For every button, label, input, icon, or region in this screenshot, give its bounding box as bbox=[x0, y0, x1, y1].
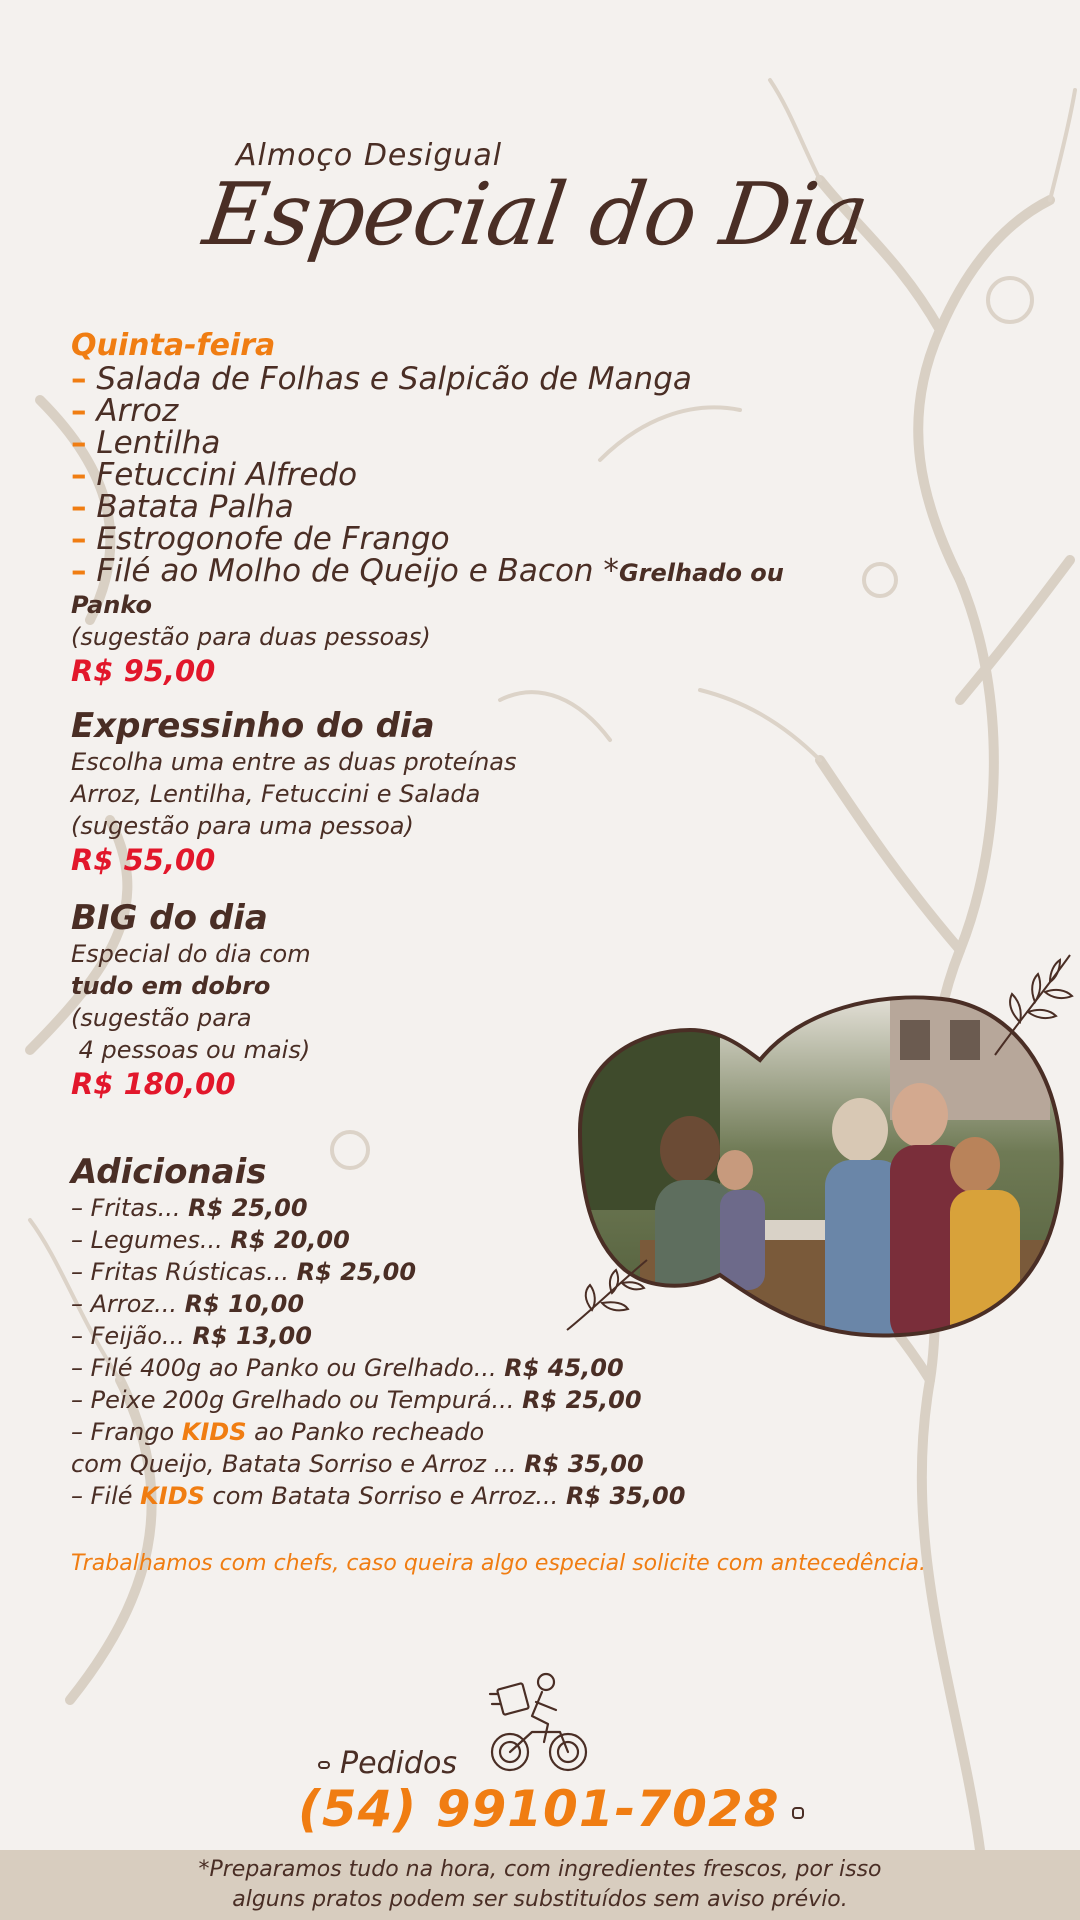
expressinho-section bbox=[71, 706, 971, 878]
description-bold: tudo em dobro bbox=[71, 972, 271, 1000]
delivery-bike-icon bbox=[488, 1672, 592, 1776]
menu-item: – Filé ao Molho de Queijo e Bacon *Grelhado ou bbox=[71, 553, 784, 589]
suggestion: 4 pessoas ou mais) bbox=[71, 1036, 311, 1064]
bullet-icon bbox=[318, 1761, 330, 1769]
description: Escolha uma entre as duas proteínas bbox=[71, 748, 517, 776]
list-item: – Filé 400g ao Panko ou Grelhado... R$ 45,00 bbox=[71, 1354, 624, 1382]
pedidos-label: Pedidos bbox=[318, 1746, 457, 1781]
list-item: – Feijão... R$ 13,00 bbox=[71, 1322, 312, 1350]
adicionais-section bbox=[71, 1152, 971, 1512]
menu-item: – Arroz bbox=[71, 393, 179, 429]
menu-item: – Estrogonofe de Frango bbox=[71, 521, 450, 557]
chef-note: Trabalhamos com chefs, caso queira algo especial solicite com antecedência. bbox=[71, 1551, 927, 1576]
phone-number[interactable]: (54) 99101-7028 bbox=[298, 1780, 804, 1838]
price: R$ 180,00 bbox=[71, 1067, 236, 1101]
list-item: – Peixe 200g Grelhado ou Tempurá... R$ 25,00 bbox=[71, 1386, 642, 1414]
bullet-icon bbox=[792, 1807, 804, 1819]
section-title: Expressinho do dia bbox=[71, 706, 435, 746]
header-kicker: Almoço Desigual bbox=[236, 138, 503, 173]
footer-disclaimer: *Preparamos tudo na hora, com ingredientes frescos, por isso alguns pratos podem ser substituídos sem aviso prévio. bbox=[0, 1850, 1080, 1920]
list-item: – Filé KIDS com Batata Sorriso e Arroz... R$ 35,00 bbox=[71, 1482, 686, 1510]
list-item: – Legumes... R$ 20,00 bbox=[71, 1226, 350, 1254]
description: Arroz, Lentilha, Fetuccini e Salada bbox=[71, 780, 481, 808]
list-item-cont: com Queijo, Batata Sorriso e Arroz ... R$ 35,00 bbox=[71, 1450, 644, 1478]
suggestion: (sugestão para duas pessoas) bbox=[71, 623, 431, 651]
menu-item-cont: Panko bbox=[71, 591, 152, 619]
day-label: Quinta-feira bbox=[71, 328, 276, 363]
menu-item: – Fetuccini Alfredo bbox=[71, 457, 358, 493]
day-menu bbox=[71, 328, 971, 689]
suggestion: (sugestão para bbox=[71, 1004, 252, 1032]
list-item: – Frango KIDS ao Panko recheado bbox=[71, 1418, 485, 1446]
price: R$ 95,00 bbox=[71, 654, 216, 688]
list-item: – Arroz... R$ 10,00 bbox=[71, 1290, 305, 1318]
menu-item: – Lentilha bbox=[71, 425, 221, 461]
description: Especial do dia com bbox=[71, 940, 311, 968]
price: R$ 55,00 bbox=[71, 843, 216, 877]
section-title: BIG do dia bbox=[71, 898, 268, 938]
suggestion: (sugestão para uma pessoa) bbox=[71, 812, 414, 840]
list-item: – Fritas Rústicas... R$ 25,00 bbox=[71, 1258, 417, 1286]
list-item: – Fritas... R$ 25,00 bbox=[71, 1194, 308, 1222]
leaf-branch-icon bbox=[990, 950, 1080, 1060]
section-title: Adicionais bbox=[71, 1152, 267, 1192]
menu-item: – Batata Palha bbox=[71, 489, 294, 525]
page-title: Especial do Dia bbox=[197, 165, 874, 265]
menu-item: – Salada de Folhas e Salpicão de Manga bbox=[71, 361, 692, 397]
